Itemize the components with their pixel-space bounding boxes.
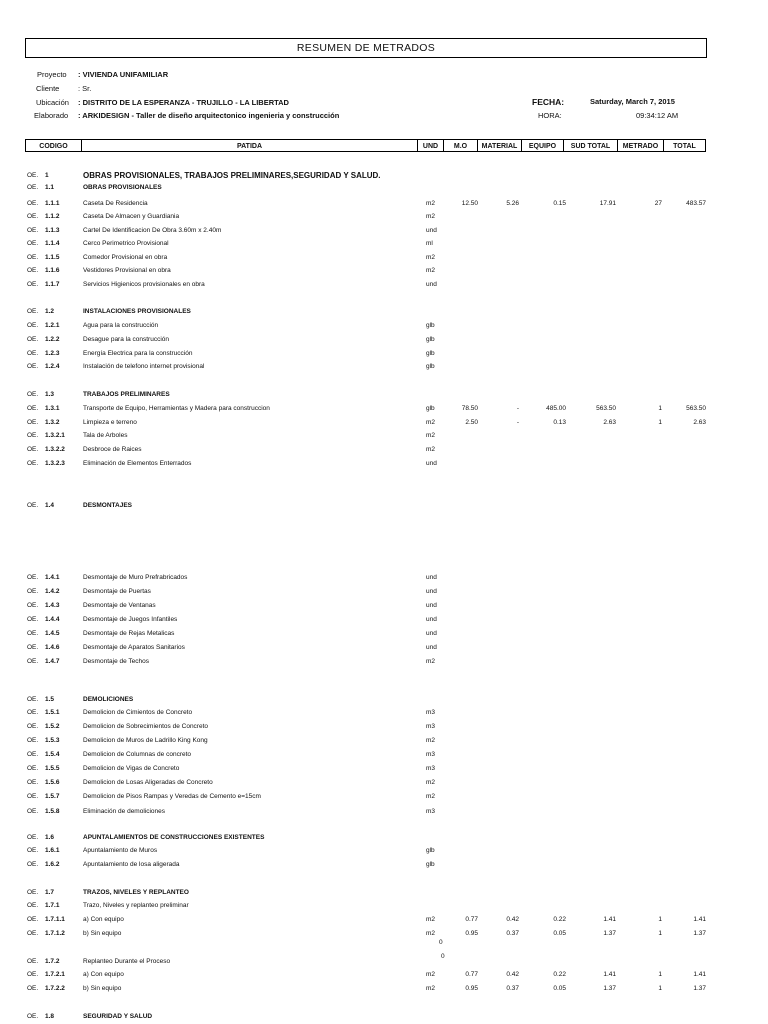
row-code: 1.2.2 [45,336,60,343]
elaborado-label: Elaborado [34,111,69,120]
fecha-value: Saturday, March 7, 2015 [590,97,675,106]
row-prefix: OE. [27,737,39,744]
table-row [0,279,768,291]
row-description: b) Sin equipo [83,985,122,992]
row-prefix: OE. [27,902,39,909]
row-unit: m2 [426,793,436,800]
ubicacion-label: Ubicación [36,98,69,107]
row-code: 1.5.8 [45,808,60,815]
row-prefix: OE. [27,916,39,923]
ubicacion-line [36,98,289,108]
table-row [0,721,768,733]
cliente-value: : Sr. [78,84,92,93]
row-code: 1.1.2 [45,213,60,220]
row-prefix: OE. [27,184,39,191]
table-row [0,389,768,401]
row-prefix: OE. [27,658,39,665]
row-description: Desbroce de Raices [83,446,142,453]
row-code: 1.7.2 [45,958,60,965]
row-description: Trazo, Niveles y replanteo preliminar [83,902,189,909]
row-description: Demolicion de Muros de Ladrillo King Kong [83,737,208,744]
table-row [0,198,768,210]
row-description: Cartel De Identificacion De Obra 3.60m x 2.40m [83,227,222,234]
header-partida: PATIDA [82,139,418,152]
row-material: 0.42 [506,916,519,923]
row-mano-obra: 0.77 [465,971,478,978]
row-code: 1.8 [45,1013,55,1020]
fecha-label: FECHA: [532,97,565,107]
row-unit: glb [426,350,435,357]
table-row [0,361,768,373]
row-prefix: OE. [27,574,39,581]
row-material: 0.37 [506,930,519,937]
row-unit: m3 [426,709,436,716]
table-row [0,211,768,223]
table-row [0,500,768,512]
row-prefix: OE. [27,779,39,786]
row-total: 1.41 [693,916,706,923]
row-description: Demolicion de Sobrecimientos de Concreto [83,723,209,730]
row-description: Energía Electrica para la construcción [83,350,193,357]
row-prefix: OE. [27,227,39,234]
row-code: 1.2.1 [45,322,60,329]
row-code: 1.7.2.1 [45,971,65,978]
row-prefix: OE. [27,971,39,978]
row-prefix: OE. [27,322,39,329]
row-metrado: 1 [658,985,662,992]
row-code: 1.3 [45,391,55,398]
row-prefix: OE. [27,308,39,315]
row-code: 1.4 [45,502,55,509]
row-code: 1 [45,172,49,179]
row-code: 1.2.4 [45,363,60,370]
header-equipo: EQUIPO [522,139,564,152]
row-description: Apuntalamiento de Muros [83,847,158,854]
row-unit: m2 [426,737,436,744]
row-prefix: OE. [27,363,39,370]
row-unit: m2 [426,985,436,992]
row-code: 1.3.1 [45,405,60,412]
table-row [0,656,768,668]
row-mano-obra: 78.50 [461,405,478,412]
table-row [0,334,768,346]
row-prefix: OE. [27,985,39,992]
row-code: 1.2.3 [45,350,60,357]
row-code: 1.4.7 [45,658,60,665]
row-prefix: OE. [27,336,39,343]
row-unit: und [426,616,437,623]
row-prefix: OE. [27,1013,39,1020]
row-mano-obra: 0.95 [465,985,478,992]
row-description: b) Sin equipo [83,930,122,937]
table-row [0,791,768,803]
table-row [0,914,768,926]
row-prefix: OE. [27,889,39,896]
row-prefix: OE. [27,861,39,868]
row-description: Tala de Arboles [83,432,128,439]
row-prefix: OE. [27,432,39,439]
row-description: a) Con equipo [83,916,124,923]
row-unit: glb [426,322,435,329]
table-row [0,430,768,442]
row-description: Eliminación de Elementos Enterrados [83,460,192,467]
table-row [0,265,768,277]
row-code: 1.7.1.2 [45,930,65,937]
row-metrado: 1 [658,405,662,412]
row-description: DEMOLICIONES [83,696,134,703]
row-equipo: 0.05 [553,930,566,937]
row-description: APUNTALAMIENTOS DE CONSTRUCCIONES EXISTENTES [83,834,265,841]
table-row [0,707,768,719]
table-row [0,348,768,360]
row-description: Comedor Provisional en obra [83,254,168,261]
row-description: Replanteo Durante el Proceso [83,958,171,965]
row-unit: und [426,602,437,609]
row-subtotal: 1.41 [603,916,616,923]
row-mano-obra: 2.50 [465,419,478,426]
row-prefix: OE. [27,602,39,609]
row-prefix: OE. [27,213,39,220]
row-code: 1.5 [45,696,55,703]
loose-value: 0 [441,953,445,960]
row-mano-obra: 0.95 [465,930,478,937]
row-metrado: 27 [654,200,662,207]
row-description: Demolicion de Pisos Rampas y Veredas de Cemento e=15cm [83,793,261,800]
row-description: Instalación de telefono internet provisional [83,363,205,370]
row-code: 1.6 [45,834,55,841]
row-description: TRAZOS, NIVELES Y REPLANTEO [83,889,189,896]
table-row [0,806,768,818]
row-unit: m2 [426,971,436,978]
table-row [0,859,768,871]
row-prefix: OE. [27,350,39,357]
row-code: 1.7.2.2 [45,985,65,992]
row-description: Desmontaje de Ventanas [83,602,156,609]
row-prefix: OE. [27,405,39,412]
row-description: Demolicion de Columnas de concreto [83,751,192,758]
row-unit: glb [426,336,435,343]
table-row [0,642,768,654]
table-row [0,887,768,899]
ubicacion-value: : DISTRITO DE LA ESPERANZA - TRUJILLO - LA LIBERTAD [78,98,289,107]
row-code: 1.4.1 [45,574,60,581]
row-prefix: OE. [27,808,39,815]
row-unit: und [426,227,437,234]
row-description: Demolicion de Vigas de Concreto [83,765,180,772]
row-code: 1.1 [45,184,55,191]
row-unit: glb [426,847,435,854]
row-description: Desmontaje de Rejas Metalicas [83,630,175,637]
table-row [0,586,768,598]
row-prefix: OE. [27,793,39,800]
row-code: 1.5.3 [45,737,60,744]
row-unit: glb [426,405,435,412]
row-unit: m3 [426,723,436,730]
table-row [0,969,768,981]
row-description: Desmontaje de Juegos Infantiles [83,616,178,623]
row-code: 1.7.1.1 [45,916,65,923]
header-und: UND [418,139,444,152]
row-unit: m2 [426,432,436,439]
table-row [0,763,768,775]
header-material: MATERIAL [478,139,522,152]
row-metrado: 1 [658,419,662,426]
row-prefix: OE. [27,847,39,854]
hora-label: HORA: [538,111,562,120]
row-unit: glb [426,363,435,370]
row-metrado: 1 [658,930,662,937]
row-description: Caseta De Residencia [83,200,148,207]
row-unit: glb [426,861,435,868]
row-metrado: 1 [658,916,662,923]
row-equipo: 0.05 [553,985,566,992]
row-code: 1.4.3 [45,602,60,609]
row-prefix: OE. [27,391,39,398]
row-unit: m2 [426,658,436,665]
header-subtotal: SUD TOTAL [564,139,618,152]
row-code: 1.4.2 [45,588,60,595]
header-total: TOTAL [664,139,706,152]
row-description: Cerco Perimetrico Provisional [83,240,169,247]
row-code: 1.1.5 [45,254,60,261]
row-description: OBRAS PROVISIONALES [83,184,162,191]
header-metrado: METRADO [618,139,664,152]
row-prefix: OE. [27,751,39,758]
row-description: a) Con equipo [83,971,124,978]
row-total: 1.41 [693,971,706,978]
row-subtotal: 1.37 [603,930,616,937]
row-unit: und [426,460,437,467]
table-row [0,320,768,332]
row-code: 1.5.7 [45,793,60,800]
row-prefix: OE. [27,502,39,509]
hora-value: 09:34:12 AM [636,111,679,120]
table-row [0,572,768,584]
row-prefix: OE. [27,630,39,637]
table-row [0,170,768,182]
row-code: 1.4.5 [45,630,60,637]
row-code: 1.3.2.2 [45,446,65,453]
row-unit: und [426,574,437,581]
row-prefix: OE. [27,588,39,595]
row-prefix: OE. [27,644,39,651]
row-prefix: OE. [27,723,39,730]
row-description: Agua para la construcción [83,322,159,329]
row-unit: m2 [426,419,436,426]
row-prefix: OE. [27,281,39,288]
row-code: 1.5.1 [45,709,60,716]
row-unit: m3 [426,751,436,758]
row-description: Servicios Higienicos provisionales en obra [83,281,205,288]
row-description: SEGURIDAD Y SALUD [83,1013,153,1020]
row-prefix: OE. [27,419,39,426]
row-code: 1.3.2.1 [45,432,65,439]
row-prefix: OE. [27,200,39,207]
row-description: Eliminación de demoliciones [83,808,166,815]
elaborado-line [34,111,339,121]
proyecto-label: Proyecto [37,70,67,79]
proyecto-line [37,70,168,80]
document-title: RESUMEN DE METRADOS [25,38,707,58]
row-code: 1.6.2 [45,861,60,868]
row-material: - [516,405,519,412]
row-metrado: 1 [658,971,662,978]
table-row [0,238,768,250]
table-row [0,928,768,940]
row-unit: m3 [426,808,436,815]
row-unit: und [426,588,437,595]
table-row [0,306,768,318]
table-row [0,1011,768,1023]
row-total: 1.37 [693,985,706,992]
table-row [0,845,768,857]
row-description: DESMONTAJES [83,502,132,509]
row-material: 0.42 [506,971,519,978]
table-row [0,956,768,968]
row-code: 1.7.1 [45,902,60,909]
row-mano-obra: 12.50 [461,200,478,207]
row-equipo: 485.00 [546,405,566,412]
row-prefix: OE. [27,709,39,716]
row-code: 1.1.3 [45,227,60,234]
row-code: 1.5.5 [45,765,60,772]
row-prefix: OE. [27,460,39,467]
row-code: 1.1.6 [45,267,60,274]
row-prefix: OE. [27,267,39,274]
table-row [0,614,768,626]
row-unit: m2 [426,779,436,786]
table-row [0,777,768,789]
table-row [0,600,768,612]
row-prefix: OE. [27,254,39,261]
table-row [0,832,768,844]
row-unit: und [426,630,437,637]
cliente-label: Cliente [36,84,60,93]
row-description: Desmontaje de Aparatos Sanitarios [83,644,185,651]
row-code: 1.6.1 [45,847,60,854]
row-code: 1.3.2 [45,419,60,426]
loose-value: 0 [439,939,443,946]
row-unit: m2 [426,446,436,453]
row-unit: m2 [426,930,436,937]
elaborado-value: : ARKIDESIGN - Taller de diseño arquitectonico ingenieria y construcción [78,111,340,120]
row-description: TRABAJOS PRELIMINARES [83,391,170,398]
row-subtotal: 563.50 [596,405,616,412]
row-prefix: OE. [27,765,39,772]
table-row [0,900,768,912]
row-code: 1.2 [45,308,55,315]
table-row [0,252,768,264]
table-row [0,628,768,640]
row-code: 1.5.2 [45,723,60,730]
row-description: Demolicion de Losas Aligeradas de Concreto [83,779,213,786]
header-codigo: CODIGO [25,139,82,152]
row-prefix: OE. [27,958,39,965]
table-row [0,694,768,706]
row-unit: m2 [426,254,436,261]
row-equipo: 0.15 [553,200,566,207]
row-prefix: OE. [27,446,39,453]
row-description: Limpieza e terreno [83,419,137,426]
row-subtotal: 2.63 [603,419,616,426]
cliente-line [36,84,91,94]
row-total: 2.63 [693,419,706,426]
table-row [0,403,768,415]
row-code: 1.4.6 [45,644,60,651]
row-prefix: OE. [27,696,39,703]
row-material: 0.37 [506,985,519,992]
row-code: 1.3.2.3 [45,460,65,467]
row-code: 1.1.1 [45,200,60,207]
row-description: Caseta De Almacen y Guardiania [83,213,180,220]
table-row [0,458,768,470]
row-code: 1.5.6 [45,779,60,786]
row-description: OBRAS PROVISIONALES, TRABAJOS PRELIMINARES,SEGURIDAD Y SALUD. [83,171,381,180]
table-row [0,417,768,429]
table-row [0,182,768,194]
row-subtotal: 1.37 [603,985,616,992]
row-prefix: OE. [27,240,39,247]
row-unit: ml [426,240,433,247]
row-description: Apuntalamiento de losa aligerada [83,861,180,868]
row-prefix: OE. [27,834,39,841]
row-description: Desmontaje de Puertas [83,588,151,595]
table-row [0,444,768,456]
row-unit: m2 [426,916,436,923]
row-description: Desmontaje de Muro Prefrabricados [83,574,188,581]
row-total: 1.37 [693,930,706,937]
row-code: 1.4.4 [45,616,60,623]
row-prefix: OE. [27,172,39,179]
row-prefix: OE. [27,930,39,937]
row-material: - [516,419,519,426]
row-description: Vestidores Provisional en obra [83,267,171,274]
row-code: 1.1.4 [45,240,60,247]
row-unit: m2 [426,213,436,220]
row-description: Desague para la construcción [83,336,169,343]
row-prefix: OE. [27,616,39,623]
table-row [0,225,768,237]
row-code: 1.5.4 [45,751,60,758]
row-code: 1.1.7 [45,281,60,288]
row-mano-obra: 0.77 [465,916,478,923]
proyecto-value: : VIVIENDA UNIFAMILIAR [78,70,169,79]
row-total: 483.57 [686,200,706,207]
row-description: INSTALACIONES PROVISIONALES [83,308,191,315]
header-mo: M.O [444,139,478,152]
row-description: Demolicion de Cimientos de Concreto [83,709,193,716]
row-unit: und [426,281,437,288]
row-unit: m2 [426,200,436,207]
row-description: Desmontaje de Techos [83,658,150,665]
row-unit: m2 [426,267,436,274]
row-unit: m3 [426,765,436,772]
row-subtotal: 17.91 [599,200,616,207]
row-total: 563.50 [686,405,706,412]
row-equipo: 0.22 [553,971,566,978]
table-row [0,749,768,761]
row-subtotal: 1.41 [603,971,616,978]
row-code: 1.7 [45,889,55,896]
row-equipo: 0.22 [553,916,566,923]
row-unit: und [426,644,437,651]
row-description: Transporte de Equipo, Herramientas y Madera para construccion [83,405,270,412]
row-equipo: 0.13 [553,419,566,426]
row-material: 5.26 [506,200,519,207]
table-row [0,983,768,995]
table-row [0,735,768,747]
